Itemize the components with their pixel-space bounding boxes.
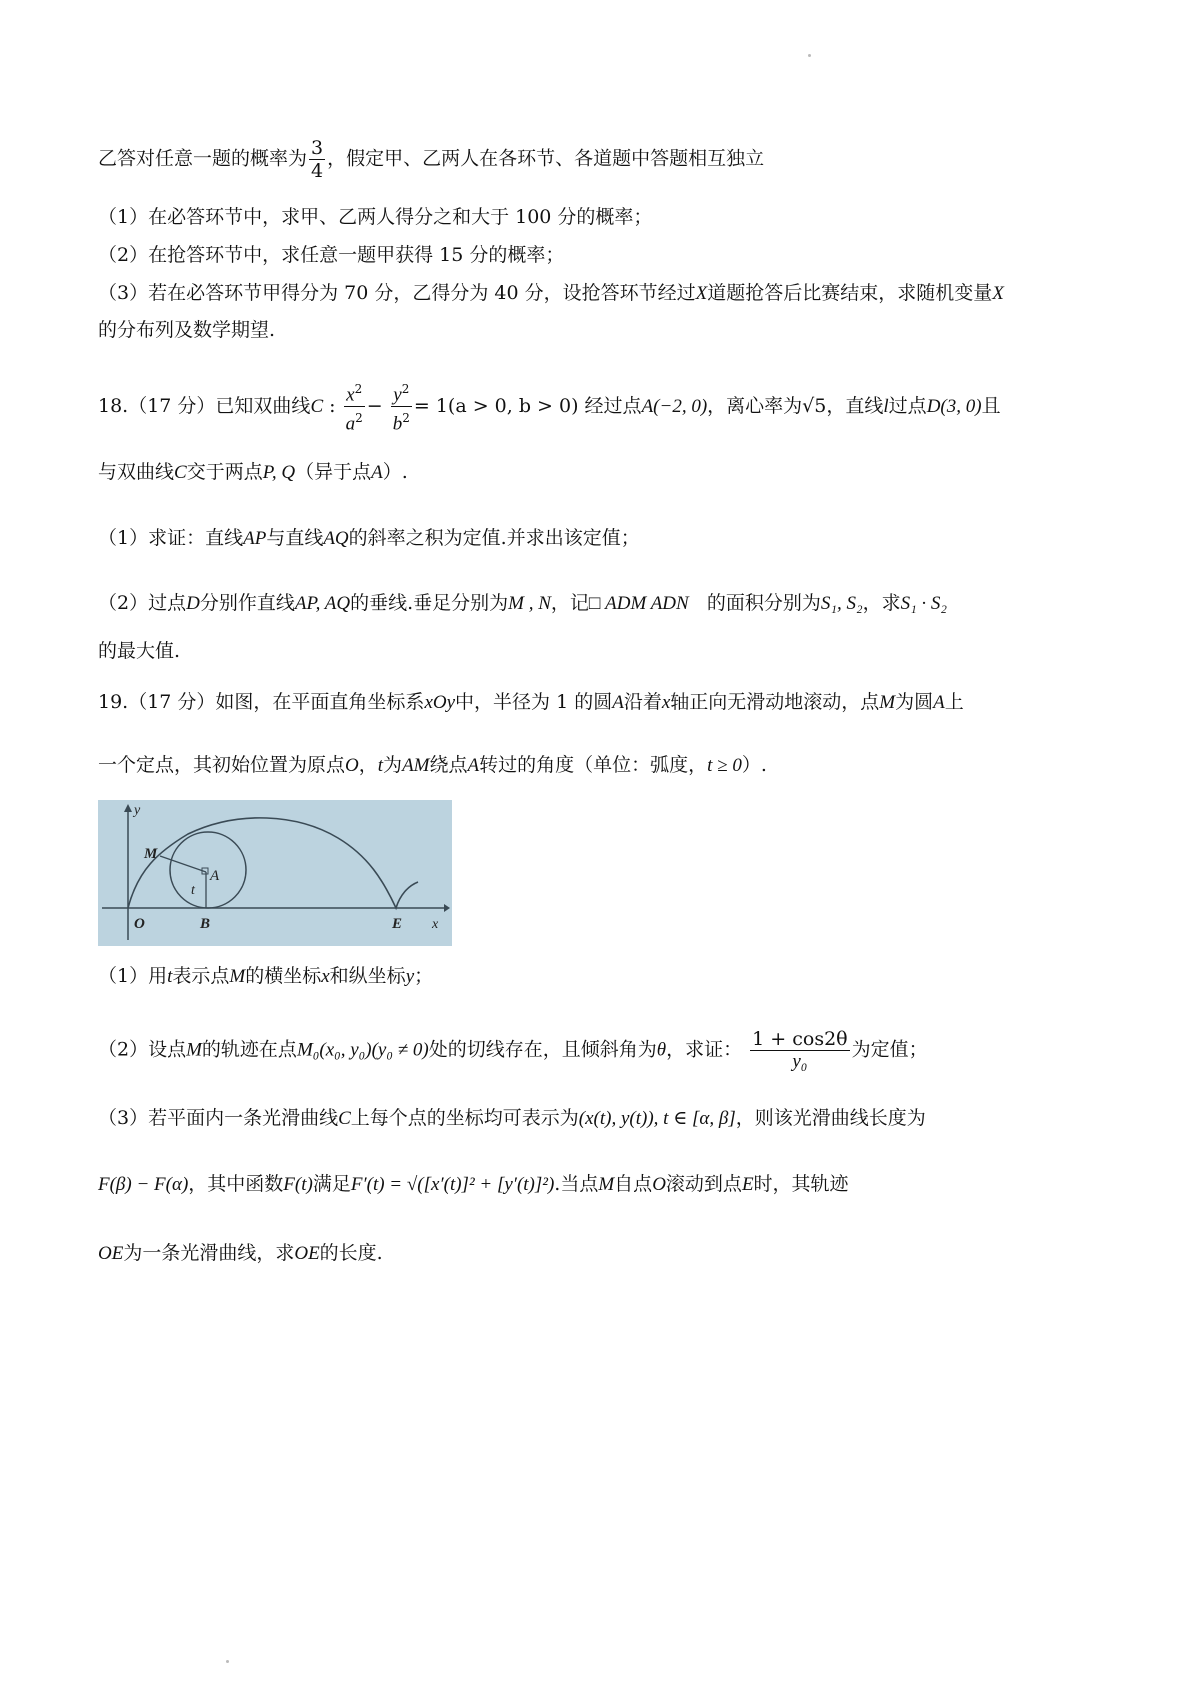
scan-speck-bottom	[226, 1660, 229, 1663]
p17-line1: 乙答对任意一题的概率为 $\frac{3}{4}$ ，假定甲、乙两人在各环节、各道题中答题相互独立	[98, 137, 765, 182]
p19-line2: 一个定点，其初始位置为原点O，t为AM绕点A转过的角度（单位：弧度，t ≥ 0）.	[98, 754, 767, 776]
p19-q3-line3: OE为一条光滑曲线，求OE的长度.	[98, 1242, 383, 1264]
p18-q2: （2）过点D分别作直线AP, AQ的垂线.垂足分别为M , N，记□ ADM ADN 的面积分别为S₁, S₂，求S₁ · S₂	[98, 592, 948, 614]
fraction-3-4: $\frac{3}{4}$	[311, 137, 324, 182]
p17-q3-cont: 的分布列及数学期望.	[98, 319, 276, 341]
p18-q2-cont: 的最大值.	[98, 640, 181, 662]
scan-speck-top	[808, 54, 811, 57]
p17-q3: （3）若在必答环节甲得分为 70 分，乙得分为 40 分，设抢答环节经过X道题抢答后比赛结束，求随机变量X	[98, 282, 1004, 304]
p18-statement: 18.（17 分）已知双曲线C : $\frac{x^2}{a^2}$ − $\frac{y^2}{b^2}$ = 1(a > 0, b > 0) 经过点A(−2, 0)，离心率为√5，直线l过点D(3, 0)且	[98, 378, 1001, 436]
label-t: t	[191, 883, 195, 898]
p17-q1: （1）在必答环节中，求甲、乙两人得分之和大于 100 分的概率；	[98, 206, 653, 228]
label-A: A	[210, 868, 220, 884]
fraction-x2-a2: $\frac{x^2}{a^2}$	[344, 378, 365, 436]
label-x: x	[432, 917, 439, 932]
p19-q3: （3）若平面内一条光滑曲线C上每个点的坐标均可表示为(x(t), y(t)), t ∈ [α, β]，则该光滑曲线长度为	[98, 1107, 926, 1129]
p19-q3-line2: F(β) − F(α)，其中函数F(t)满足F′(t) = √([x′(t)]² + [y′(t)]²).当点M自点O滚动到点E时，其轨迹	[98, 1173, 849, 1195]
fraction-cos2theta-y0: $\frac{1 + \cos 2\theta}{\text{y₀}}$	[752, 1028, 848, 1072]
label-O: O	[134, 916, 145, 932]
label-E: E	[392, 916, 403, 932]
label-B: B	[200, 916, 211, 932]
p19-statement: 19.（17 分）如图，在平面直角坐标系xOy中，半径为 1 的圆A沿着x轴正向无滑动地滚动，点M为圆A上	[98, 691, 964, 713]
p19-q1: （1）用t表示点M的横坐标x和纵坐标y；	[98, 965, 434, 987]
p18-line2: 与双曲线C交于两点P, Q（异于点A）.	[98, 461, 408, 483]
cycloid-figure	[98, 800, 452, 946]
p17-q2: （2）在抢答环节中，求任意一题甲获得 15 分的概率；	[98, 244, 565, 266]
fraction-y2-b2: $\frac{y^2}{b^2}$	[391, 378, 412, 436]
label-y: y	[134, 803, 141, 818]
p18-q1: （1）求证：直线AP与直线AQ的斜率之积为定值.并求出该定值；	[98, 527, 640, 549]
p19-q2: （2）设点M的轨迹在点M₀(x₀, y₀)(y₀ ≠ 0)处的切线存在，且倾斜角为θ，求证： $\frac{1 + \cos 2\theta}{\text{y₀}}$ 为定值；	[98, 1028, 928, 1072]
label-M: M	[144, 846, 158, 862]
